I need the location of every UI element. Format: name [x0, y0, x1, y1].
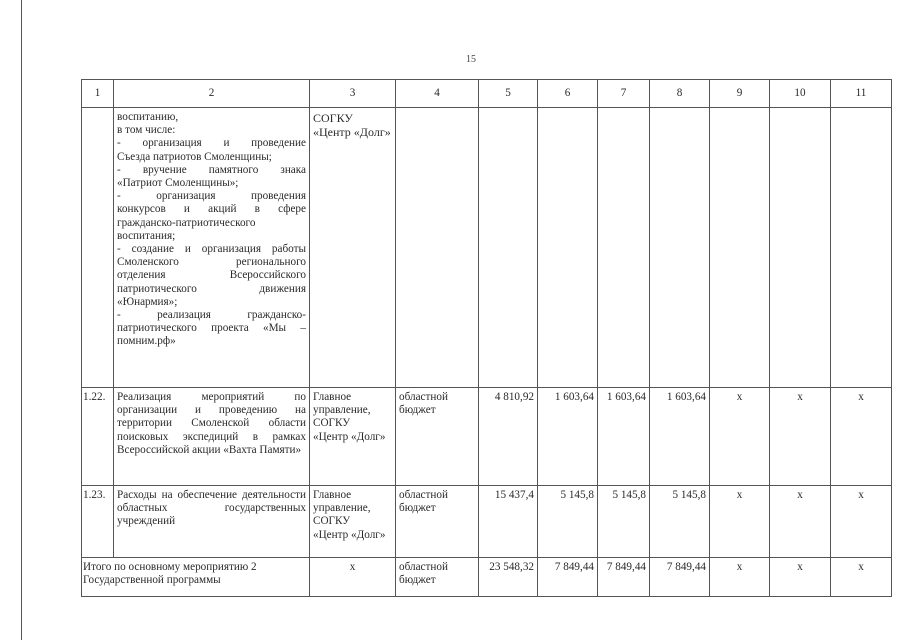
funding-source-cell	[396, 388, 479, 486]
year-2-amount-cell: 1 603,64	[598, 388, 650, 486]
indicator-cell: х	[770, 558, 831, 597]
funding-source	[399, 391, 475, 417]
executor-line: «Центр «Долг»	[313, 125, 391, 139]
indicator-cell: х	[770, 388, 831, 486]
indicator-cell	[770, 108, 831, 388]
measure-description-cell: Расходы на обеспечение деятельности областных государственных учреждений	[114, 486, 310, 558]
description-line: «Патриот Смоленщины»;	[117, 177, 239, 190]
description-line: воспитания;	[117, 229, 176, 242]
description-line: Смоленского регионального	[117, 256, 306, 269]
indicator-cell: х	[770, 486, 831, 558]
column-header: 2	[114, 80, 310, 108]
summary-row	[82, 558, 892, 597]
funding-source-line: бюджет	[399, 404, 436, 417]
row-number-cell: 1.23.	[82, 486, 114, 558]
indicator-cell: х	[710, 388, 770, 486]
year-1-amount-cell: 5 145,8	[538, 486, 598, 558]
year-2-amount-cell: 5 145,8	[598, 486, 650, 558]
column-number-header-row	[82, 80, 892, 108]
description-line: - организация и проведение	[117, 137, 306, 150]
executor-cell: х	[310, 558, 396, 597]
column-header: 7	[598, 80, 650, 108]
executor-line: Главное	[313, 489, 352, 501]
funding-source-line: бюджет	[399, 574, 436, 587]
description-line: в том числе:	[117, 124, 176, 137]
funding-source-cell	[396, 558, 479, 597]
description-line: гражданско-патриотического	[117, 216, 256, 229]
summary-label-cell: Итого по основному мероприятию 2 Государственной программы	[82, 558, 310, 597]
total-amount-cell: 15 437,4	[479, 486, 538, 558]
executor-line: «Центр «Долг»	[313, 528, 386, 541]
year-3-amount-cell	[650, 108, 710, 388]
funding-source-line: областной	[399, 561, 448, 573]
column-header: 4	[396, 80, 479, 108]
page-number: 15	[466, 54, 476, 65]
executor-cell	[310, 108, 396, 388]
executor-line: Главное	[313, 391, 352, 403]
executor-cell	[310, 388, 396, 486]
year-3-amount-cell: 1 603,64	[650, 388, 710, 486]
column-header: 10	[770, 80, 831, 108]
executor-line: управление,	[313, 502, 371, 515]
year-3-amount-cell: 5 145,8	[650, 486, 710, 558]
measure-description-cell	[114, 108, 310, 388]
description-line: отделения Всероссийского	[117, 269, 306, 282]
executor-text	[313, 391, 392, 444]
column-header: 5	[479, 80, 538, 108]
column-header: 3	[310, 80, 396, 108]
measure-description-cell: Реализация мероприятий по организации и проведению на территории Смоленской области поисковых экспедиций в рамках Всероссийской акции «Вахта Памяти»	[114, 388, 310, 486]
continuation-row	[82, 108, 892, 388]
table-row	[82, 486, 892, 558]
executor-line: СОГКУ	[313, 515, 351, 528]
total-amount-cell	[479, 108, 538, 388]
row-number-cell	[82, 108, 114, 388]
executor-text	[313, 489, 392, 542]
description-line: патриотического движения	[117, 282, 306, 295]
funding-source-line: областной	[399, 489, 448, 501]
executor-text	[313, 111, 392, 139]
column-header: 9	[710, 80, 770, 108]
funding-source-line: областной	[399, 391, 448, 403]
description-line: воспитанию,	[117, 111, 179, 123]
program-measures-table	[81, 79, 892, 597]
funding-source	[399, 561, 475, 587]
indicator-cell: х	[710, 486, 770, 558]
description-line: патриотического проекта «Мы –	[117, 322, 306, 335]
description-line: - создание и организация работы	[117, 243, 306, 256]
funding-source	[399, 489, 475, 515]
description-line: - организация проведения	[117, 190, 306, 203]
funding-source-cell	[396, 486, 479, 558]
description-line: «Юнармия»;	[117, 295, 178, 308]
year-3-amount-cell: 7 849,44	[650, 558, 710, 597]
indicator-cell	[710, 108, 770, 388]
year-1-amount-cell: 1 603,64	[538, 388, 598, 486]
indicator-cell: х	[831, 558, 892, 597]
funding-source-line: бюджет	[399, 502, 436, 515]
funding-source-cell	[396, 108, 479, 388]
executor-line: СОГКУ	[313, 417, 351, 430]
column-header: 8	[650, 80, 710, 108]
total-amount-cell: 4 810,92	[479, 388, 538, 486]
measure-description	[117, 111, 306, 349]
description-line: - вручение памятного знака	[117, 163, 306, 176]
binding-margin-line	[21, 0, 22, 640]
year-2-amount-cell: 7 849,44	[598, 558, 650, 597]
column-header: 1	[82, 80, 114, 108]
executor-line: СОГКУ	[313, 111, 353, 125]
year-1-amount-cell: 7 849,44	[538, 558, 598, 597]
description-line: Съезда патриотов Смоленщины;	[117, 150, 272, 163]
indicator-cell: х	[710, 558, 770, 597]
executor-cell	[310, 486, 396, 558]
row-number-cell: 1.22.	[82, 388, 114, 486]
table-row	[82, 388, 892, 486]
indicator-cell	[831, 108, 892, 388]
indicator-cell: х	[831, 388, 892, 486]
column-header: 6	[538, 80, 598, 108]
executor-line: «Центр «Долг»	[313, 430, 386, 443]
year-1-amount-cell	[538, 108, 598, 388]
indicator-cell: х	[831, 486, 892, 558]
column-header: 11	[831, 80, 892, 108]
description-line: - реализация гражданско-	[117, 309, 306, 322]
description-line: конкурсов и акций в сфере	[117, 203, 306, 216]
year-2-amount-cell	[598, 108, 650, 388]
description-line: помним.рф»	[117, 335, 176, 348]
executor-line: управление,	[313, 404, 371, 417]
total-amount-cell: 23 548,32	[479, 558, 538, 597]
